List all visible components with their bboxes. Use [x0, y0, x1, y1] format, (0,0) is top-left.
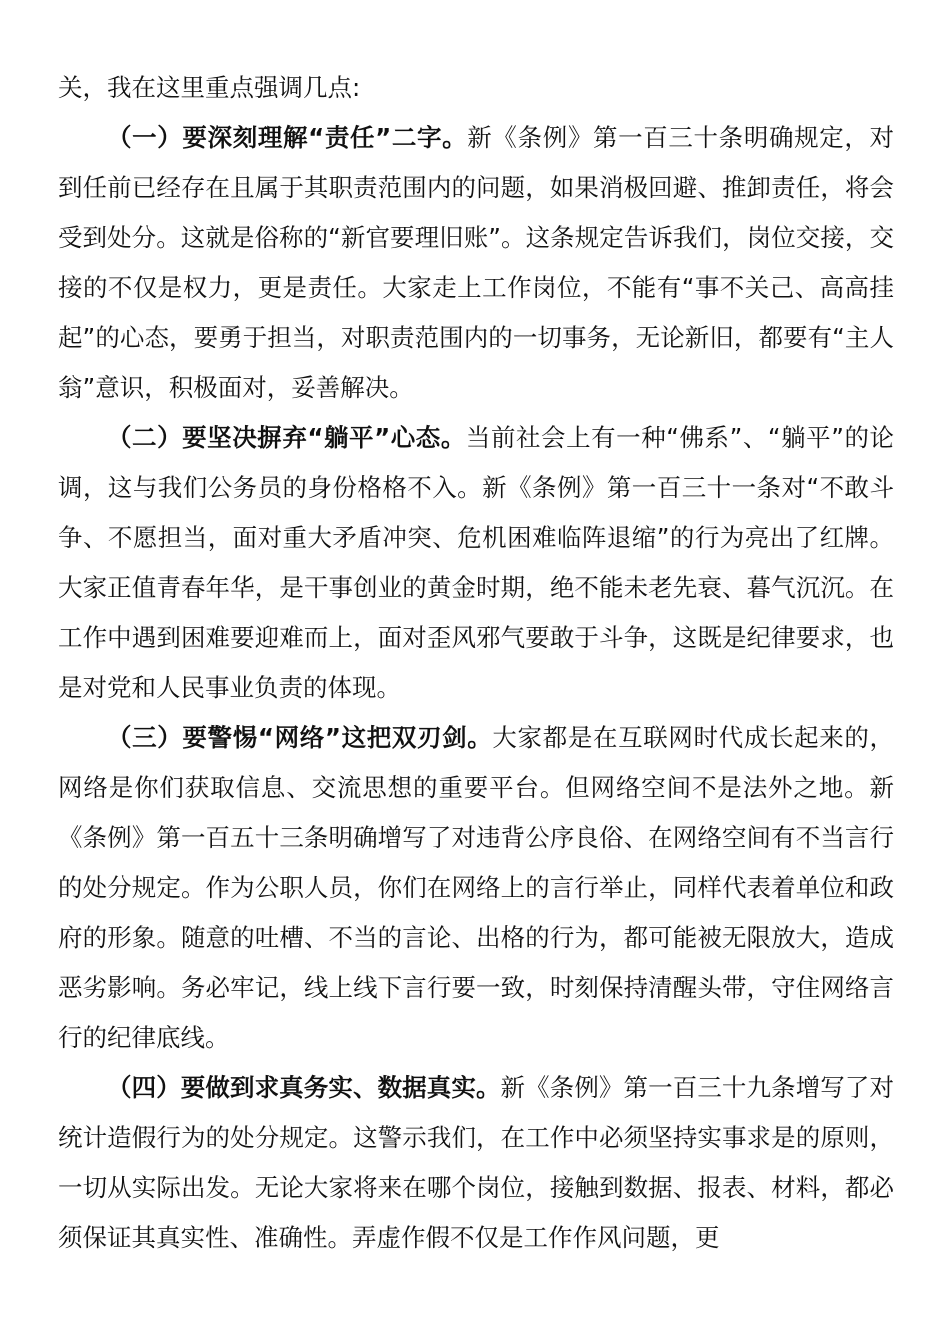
section-4-heading: （四）要做到求真务实、数据真实。 — [107, 1073, 501, 1102]
section-4-paragraph — [58, 1063, 894, 1263]
section-4-body: 新《条例》第一百三十九条增写了对统计造假行为的处分规定。这警示我们，在工作中必须坚持实事求是的原则，一切从实际出发。无论大家将来在哪个岗位，接触到数据、报表、材料，都必须保证其真实性、准确性。弄虚作假不仅是工作作风问题，更 — [58, 1073, 894, 1252]
section-1-body: 新《条例》第一百三十条明确规定，对到任前已经存在且属于其职责范围内的问题，如果消极回避、推卸责任，将会受到处分。这就是俗称的“新官要理旧账”。这条规定告诉我们，岗位交接，交接的不仅是权力，更是责任。大家走上工作岗位，不能有“事不关己、高高挂起”的心态，要勇于担当，对职责范围内的一切事务，无论新旧，都要有“主人翁”意识，积极面对，妥善解决。 — [58, 123, 895, 402]
section-2-heading: （二）要坚决摒弃“躺平”心态。 — [107, 423, 466, 452]
section-3-heading: （三）要警惕“网络”这把双刃剑。 — [107, 723, 493, 752]
section-2-paragraph — [58, 413, 894, 713]
section-1-paragraph — [58, 113, 894, 413]
section-1-heading: （一）要深刻理解“责任”二字。 — [107, 123, 468, 152]
intro-paragraph: 关，我在这里重点强调几点: — [58, 73, 361, 102]
document-page — [58, 63, 894, 1263]
section-3-body: 大家都是在互联网时代成长起来的，网络是你们获取信息、交流思想的重要平台。但网络空间不是法外之地。新《条例》第一百五十三条明确增写了对违背公序良俗、在网络空间有不当言行的处分规定。作为公职人员，你们在网络上的言行举止，同样代表着单位和政府的形象。随意的吐槽、不当的言论、出格的行为，都可能被无限放大，造成恶劣影响。务必牢记，线上线下言行要一致，时刻保持清醒头带，守住网络言行的纪律底线。 — [58, 723, 894, 1052]
section-2-body: 当前社会上有一种“佛系”、“躺平”的论调，这与我们公务员的身份格格不入。新《条例》第一百三十一条对“不敢斗争、不愿担当，面对重大矛盾冲突、危机困难临阵退缩”的行为亮出了红牌。大家正值青春年华，是干事创业的黄金时期，绝不能未老先衰、暮气沉沉。在工作中遇到困难要迎难而上，面对歪风邪气要敢于斗争，这既是纪律要求，也是对党和人民事业负责的体现。 — [58, 423, 895, 702]
section-3-paragraph — [58, 713, 894, 1063]
